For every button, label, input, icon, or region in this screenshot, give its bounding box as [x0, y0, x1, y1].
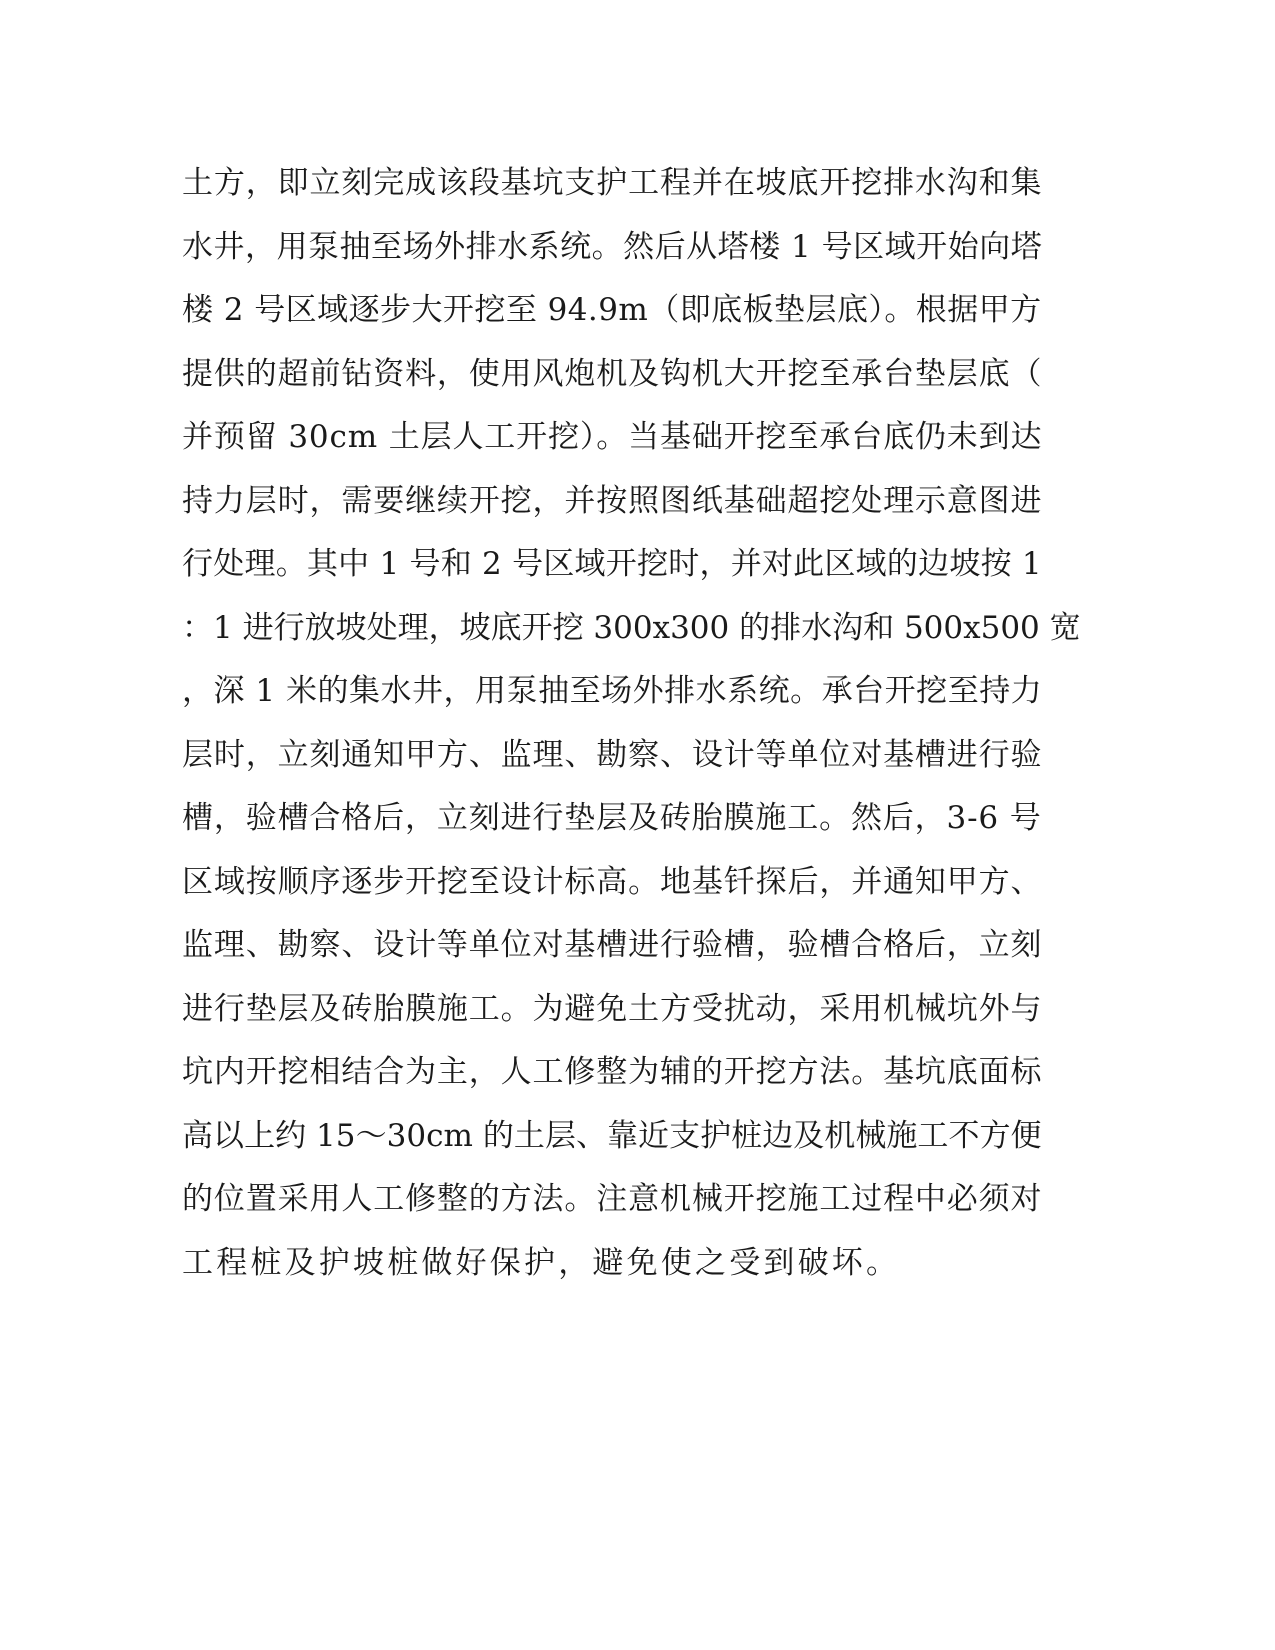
text-line: 提供的超前钻资料，使用风炮机及钩机大开挖至承台垫层底（: [182, 355, 1043, 392]
body-paragraph: [182, 152, 1081, 1295]
text-line: 槽，验槽合格后，立刻进行垫层及砖胎膜施工。然后，3-6 号: [182, 800, 1042, 836]
text-line: ，深 1 米的集水井，用泵抽至场外排水系统。承台开挖至持力: [182, 673, 1043, 709]
text-line: 监理、勘察、设计等单位对基槽进行验槽，验槽合格后，立刻: [182, 927, 1043, 963]
text-line: 水井，用泵抽至场外排水系统。然后从塔楼 1 号区域开始向塔: [182, 228, 1043, 265]
text-line: 高以上约 15～30cm 的土层、靠近支护桩边及机械施工不方便: [182, 1117, 1042, 1154]
text-line: 工程桩及护坡桩做好保护，避免使之受到破坏。: [182, 1244, 901, 1281]
text-line: 区域按顺序逐步开挖至设计标高。地基钎探后，并通知甲方、: [182, 863, 1043, 900]
text-line: 土方，即立刻完成该段基坑支护工程并在坡底开挖排水沟和集: [182, 165, 1043, 201]
text-line: ：1 进行放坡处理，坡底开挖 300x300 的排水沟和 500x500 宽: [182, 609, 1081, 646]
text-line: 持力层时，需要继续开挖，并按照图纸基础超挖处理示意图进: [182, 482, 1043, 519]
text-line: 并预留 30cm 土层人工开挖）。当基础开挖至承台底仍未到达: [182, 419, 1043, 455]
text-line: 楼 2 号区域逐步大开挖至 94.9m（即底板垫层底）。根据甲方: [182, 292, 1042, 328]
text-line: 坑内开挖相结合为主，人工修整为辅的开挖方法。基坑底面标: [182, 1054, 1043, 1090]
text-line: 进行垫层及砖胎膜施工。为避免土方受扰动，采用机械坑外与: [182, 990, 1043, 1027]
text-line: 的位置采用人工修整的方法。注意机械开挖施工过程中必须对: [182, 1181, 1043, 1217]
text-line: 行处理。其中 1 号和 2 号区域开挖时，并对此区域的边坡按 1: [182, 546, 1042, 582]
text-line: 层时，立刻通知甲方、监理、勘察、设计等单位对基槽进行验: [182, 736, 1043, 773]
